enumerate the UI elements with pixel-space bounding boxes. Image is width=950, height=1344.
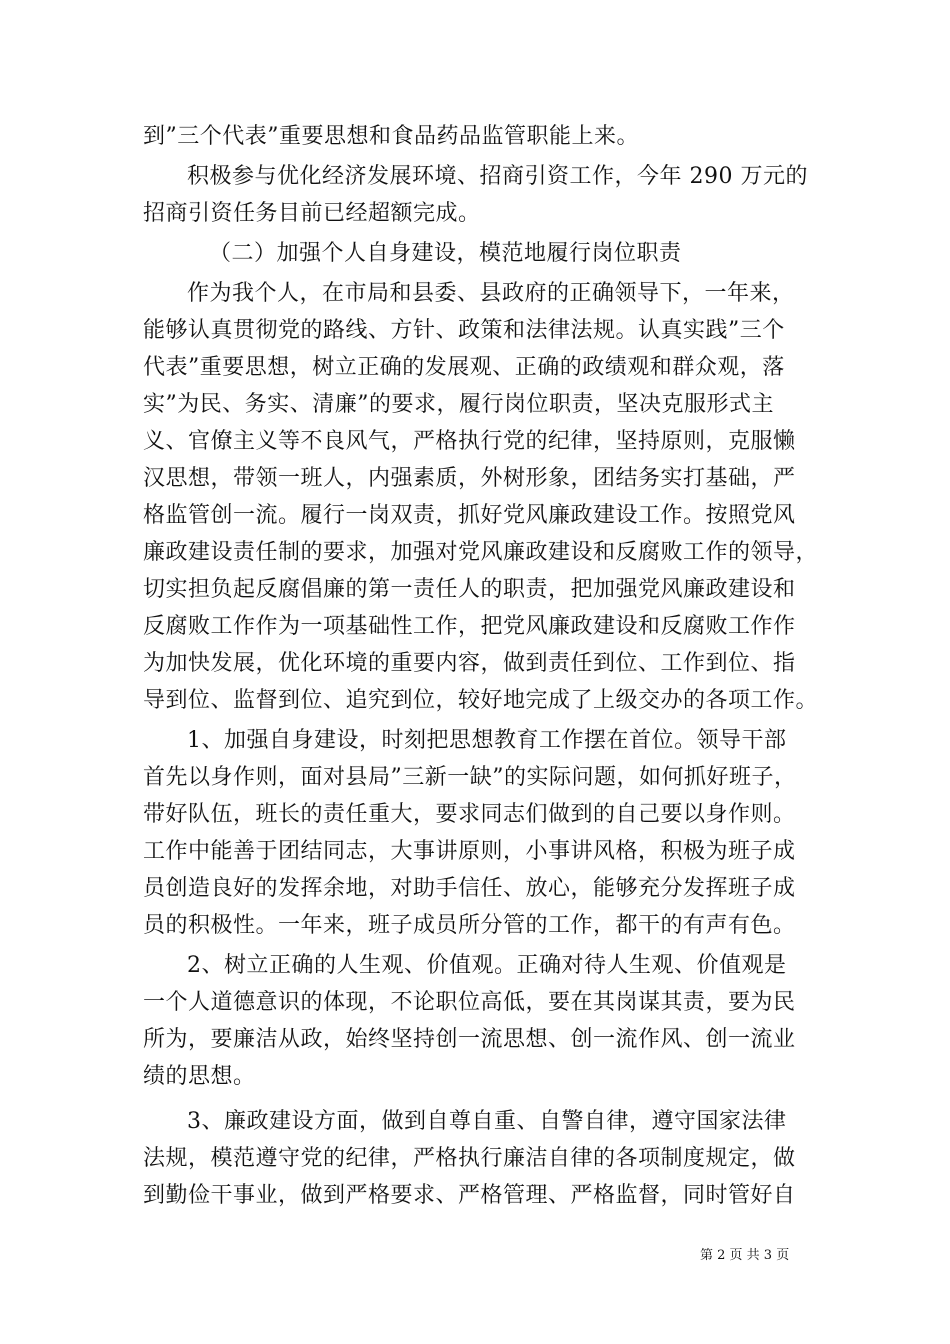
body-line: 带好队伍，班长的责任重大，要求同志们做到的自己要以身作则。	[143, 802, 796, 827]
body-line: 所为，要廉洁从政，始终坚持创一流思想、创一流作风、创一流业	[143, 1027, 796, 1052]
body-line: 汉思想，带领一班人，内强素质，外树形象，团结务实打基础，严	[143, 466, 796, 491]
body-line: 首先以身作则，面对县局”三新一缺”的实际问题，如何抓好班子，	[143, 765, 797, 790]
section-heading: （二）加强个人自身建设，模范地履行岗位职责	[209, 241, 682, 266]
document-body	[143, 118, 819, 1214]
body-line: 到”三个代表”重要思想和食品药品监管职能上来。	[143, 124, 639, 149]
body-line: 员的积极性。一年来，班子成员所分管的工作，都干的有声有色。	[143, 913, 796, 938]
page-number-footer: 第 2 页 共 3 页	[700, 1248, 790, 1263]
body-line: 作为我个人，在市局和县委、县政府的正确领导下，一年来，	[187, 281, 795, 306]
body-line: 格监管创一流。履行一岗双责，抓好党风廉政建设工作。按照党风	[143, 503, 796, 528]
body-line: 廉政建设责任制的要求，加强对党风廉政建设和反腐败工作的领导，	[143, 540, 819, 565]
body-line: 导到位、监督到位、追究到位，较好地完成了上级交办的各项工作。	[143, 688, 819, 713]
body-line: 能够认真贯彻党的路线、方针、政策和法律法规。认真实践”三个	[143, 318, 785, 343]
body-line: 一个人道德意识的体现，不论职位高低，要在其岗谋其责，要为民	[143, 990, 796, 1015]
body-line: 3、廉政建设方面，做到自尊自重、自警自律，遵守国家法律	[187, 1109, 787, 1134]
body-line: 实”为民、务实、清廉”的要求，履行岗位职责，坚决克服形式主	[143, 392, 774, 417]
body-line: 法规，模范遵守党的纪律，严格执行廉洁自律的各项制度规定，做	[143, 1146, 796, 1171]
body-line: 员创造良好的发挥余地，对助手信任、放心，能够充分发挥班子成	[143, 876, 796, 901]
body-line: 工作中能善于团结同志，大事讲原则，小事讲风格，积极为班子成	[143, 839, 796, 864]
body-line: 切实担负起反腐倡廉的第一责任人的职责，把加强党风廉政建设和	[143, 577, 796, 602]
body-line: 招商引资任务目前已经超额完成。	[143, 201, 481, 226]
body-line: 1、加强自身建设，时刻把思想教育工作摆在首位。领导干部	[187, 728, 787, 753]
body-line: 为加快发展，优化环境的重要内容，做到责任到位、工作到位、指	[143, 651, 796, 676]
body-line: 积极参与优化经济发展环境、招商引资工作，今年 290 万元的	[187, 164, 808, 189]
body-line: 代表”重要思想，树立正确的发展观、正确的政绩观和群众观，落	[143, 355, 785, 380]
body-line: 义、官僚主义等不良风气，严格执行党的纪律，坚持原则，克服懒	[143, 429, 796, 454]
body-line: 到勤俭干事业，做到严格要求、严格管理、严格监督，同时管好自	[143, 1183, 796, 1208]
body-line: 2、树立正确的人生观、价值观。正确对待人生观、价值观是	[187, 953, 787, 978]
body-line: 反腐败工作作为一项基础性工作，把党风廉政建设和反腐败工作作	[143, 614, 796, 639]
body-line: 绩的思想。	[143, 1064, 256, 1089]
